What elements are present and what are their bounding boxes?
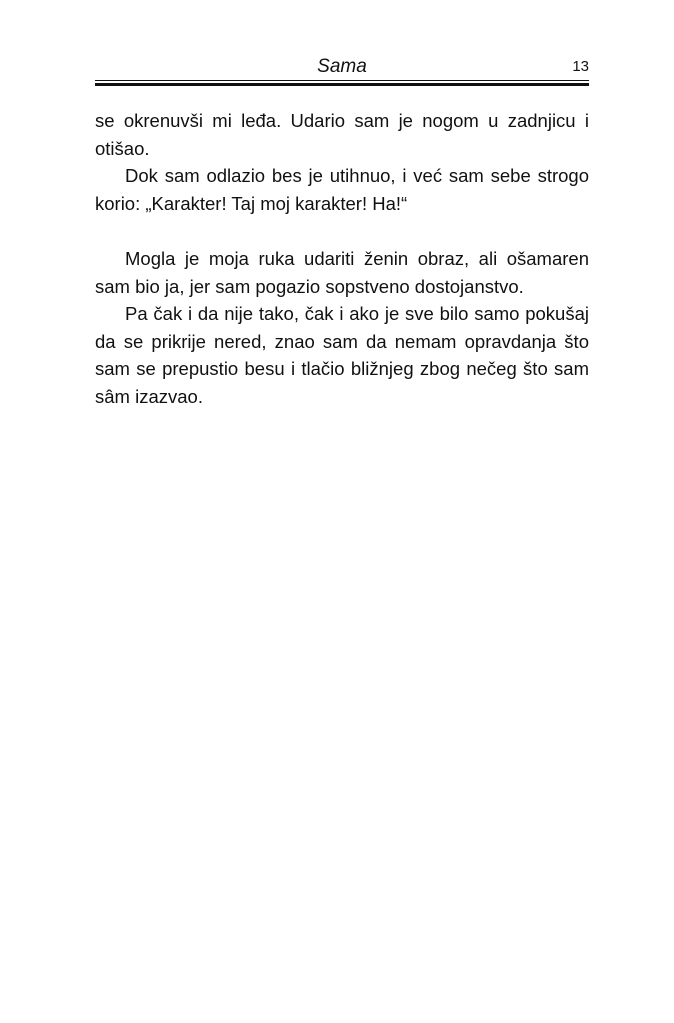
page-number: 13 bbox=[572, 58, 589, 75]
paragraph: Pa čak i da nije tako, čak i ako je sve bilo samo pokušaj da se prikrije nered, znao sam da nemam opravdanja što sam se prepustio besu i tlačio bližnjeg zbog nečeg što sam sâm izazvao. bbox=[95, 303, 589, 407]
running-header bbox=[95, 54, 589, 80]
paragraph: Dok sam odlazio bes je utihnuo, i već sam sebe strogo korio: „Karakter! Taj moj karakter! Ha!“ bbox=[95, 165, 589, 214]
paragraph: Mogla je moja ruka udariti ženin obraz, ali ošamaren sam bio ja, jer sam pogazio sopstveno dostojanstvo. bbox=[95, 247, 589, 297]
running-title: Sama bbox=[317, 56, 367, 77]
paragraph: se okrenuvši mi leđa. Udario sam je nogom u zadnjicu i otišao. bbox=[95, 110, 589, 159]
header-rule-thick bbox=[95, 83, 589, 86]
header-rule-thin bbox=[95, 80, 589, 81]
section-break bbox=[95, 217, 589, 245]
body-text bbox=[95, 107, 589, 411]
